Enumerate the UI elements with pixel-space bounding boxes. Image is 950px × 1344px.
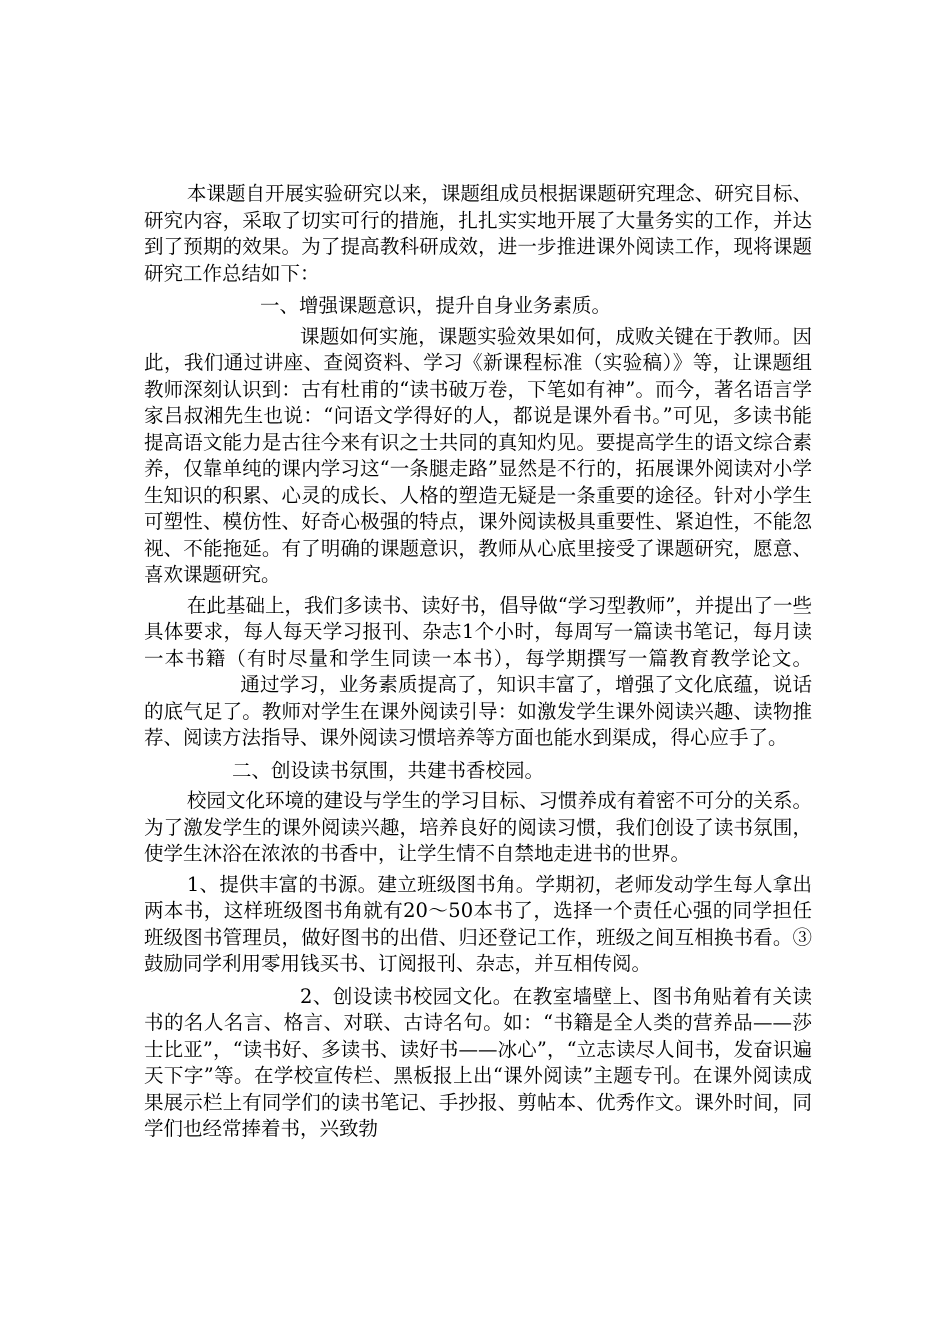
section1-paragraph-1: 课题如何实施，课题实验效果如何，成败关键在于教师。因此，我们通过讲座、查阅资料、学习《新课程标准（实验稿）》等，让课题组教师深刻认识到：古有杜甫的“读书破万卷，下笔如有神”。而今，著名语言学家吕叔湘先生也说：“问语文学得好的人，都说是课外看书。”可见，多读书能提高语文能力是古往今来有识之士共同的真知灼见。要提高学生的语文综合素养，仅靠单纯的课内学习这“一条腿走路”显然是不行的，拓展课外阅读对小学生知识的积累、心灵的成长、人格的塑造无疑是一条重要的途径。针对小学生可塑性、模仿性、好奇心极强的特点，课外阅读极具重要性、紧迫性，不能忽视、不能拖延。有了明确的课题意识，教师从心底里接受了课题研究，愿意、喜欢课题研究。 xyxy=(144,324,812,586)
section1-paragraph-2-part-b: 通过学习，业务素质提高了，知识丰富了，增强了文化底蕴，说话的底气足了。教师对学生在课外阅读引导：如激发学生课外阅读兴趣、读物推荐、阅读方法指导、课外阅读习惯培养等方面也能水到渠成，得心应手了。 xyxy=(144,673,812,749)
section2-paragraph-1: 校园文化环境的建设与学生的学习目标、习惯养成有着密不可分的关系。为了激发学生的课外阅读兴趣，培养良好的阅读习惯，我们创设了读书氛围，使学生沐浴在浓浓的书香中，让学生情不自禁地走进书的世界。 xyxy=(144,789,812,865)
list-item-1: 1、提供丰富的书源。建立班级图书角。学期初，老师发动学生每人拿出两本书，这样班级图书角就有20～50本书了，选择一个责任心强的同学担任班级图书管理员，做好图书的出借、归还登记工作，班级之间互相换书看。③鼓励同学利用零用钱买书、订阅报刊、杂志，并互相传阅。 xyxy=(144,872,812,975)
list-item-2: 2、创设读书校园文化。在教室墙壁上、图书角贴着有关读书的名人名言、格言、对联、古诗名句。如：“书籍是全人类的营养品——莎士比亚”，“读书好、多读书、读好书——冰心”，“立志读尽人间书，发奋识遍天下字”等。在学校宣传栏、黑板报上出“课外阅读”主题专刊。在课外阅读成果展示栏上有同学们的读书笔记、手抄报、剪帖本、优秀作文。课外时间，同学们也经常捧着书，兴致勃 xyxy=(144,984,812,1140)
section-heading-1: 一、增强课题意识，提升自身业务素质。 xyxy=(260,294,612,317)
section1-paragraph-2-part-a: 在此基础上，我们多读书、读好书，倡导做“学习型教师”，并提出了一些具体要求，每人每天学习报刊、杂志1个小时，每周写一篇读书笔记，每月读一本书籍（有时尽量和学生同读一本书），每学期撰写一篇教育教学论文。 xyxy=(144,593,812,670)
section1-paragraph-2 xyxy=(144,593,812,752)
section-heading-2: 二、创设读书氛围，共建书香校园。 xyxy=(232,758,545,782)
document-page xyxy=(144,0,812,1344)
intro-paragraph: 本课题自开展实验研究以来，课题组成员根据课题研究理念、研究目标、研究内容，采取了切实可行的措施，扎扎实实地开展了大量务实的工作，并达到了预期的效果。为了提高教科研成效，进一步推进课外阅读工作，现将课题研究工作总结如下： xyxy=(144,182,812,285)
document-body xyxy=(144,181,812,1143)
